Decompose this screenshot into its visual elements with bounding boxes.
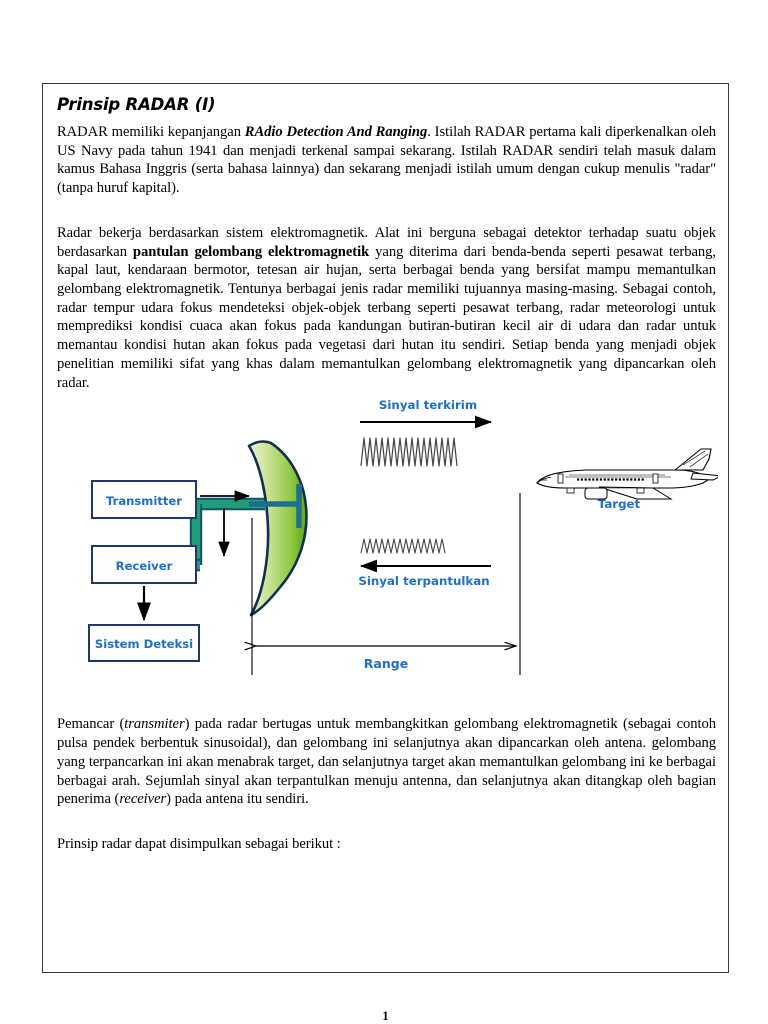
target-label: Target xyxy=(597,497,641,512)
spacer-after-para3 xyxy=(53,809,718,835)
transmitted-waveform xyxy=(361,438,457,466)
reflected-waveform xyxy=(361,539,445,553)
range-label: Range xyxy=(363,656,409,672)
target-airplane-icon xyxy=(537,449,718,499)
sistem-deteksi-box[interactable] xyxy=(89,625,199,661)
sistem-deteksi-label: Sistem Deteksi xyxy=(94,637,194,652)
receiver-box[interactable] xyxy=(92,546,196,583)
reflected-signal-group xyxy=(358,539,491,588)
para1-segment-1: RADAR memiliki kepanjangan xyxy=(57,124,245,140)
para3-segment-5: ) pada antena itu sendiri. xyxy=(166,791,309,808)
para3-transmiter-italic: transmiter xyxy=(124,716,185,733)
para3-receiver-italic: receiver xyxy=(119,791,167,808)
transmitter-label: Transmitter xyxy=(105,494,183,509)
paragraph-conclusion-intro: Prinsip radar dapat disimpulkan sebagai berikut : xyxy=(57,835,341,852)
para1-segment-3: . Istilah RADAR pertama kali diperkenalkan oleh US Navy pada tahun 1941 dan menjadi terkenal sampai sekarang. Istilah RADAR sendiri telah masuk dalam kamus Bahasa Inggris (serta bahasa lainnya) dan sekarang menjadi istilah umum dengan cukup menulis "radar" (tanpa huruf kapital). xyxy=(57,124,717,197)
receiver-label: Receiver xyxy=(115,559,173,574)
sinyal-terpantulkan-label: Sinyal terpantulkan xyxy=(358,574,490,589)
paragraph-definition xyxy=(57,123,716,198)
radar-principle-diagram xyxy=(53,398,718,700)
page-number: 1 xyxy=(382,1009,389,1023)
para3-segment-3: ) pada radar bertugas untuk membangkitkan gelombang elektromagnetik (sebagai contoh pulsa pendek berbentuk sinusoidal), dan gelombang ini selanjutnya akan dipancarkan oleh antena. gelombang yang terpancarkan ini akan menabrak target, dan selanjutnya target akan memantulkan gelombang ini ke berbagai berbagai arah. Sejumlah sinyal akan terpantulkan menuju antenna, dan selanjutnya akan ditangkap oleh bagian penerima ( xyxy=(57,716,716,808)
para2-segment-1: Radar bekerja berdasarkan sistem elektromagnetik. Alat ini berguna sebagai detektor terhadap suatu objek berdasarkan xyxy=(57,224,716,260)
para2-bold-phrase: pantulan gelombang elektromagnetik xyxy=(132,243,370,260)
parabolic-antenna-dish xyxy=(249,442,306,615)
transmitter-box[interactable] xyxy=(92,481,196,518)
sinyal-terkirim-label: Sinyal terkirim xyxy=(378,398,478,413)
spacer-after-para1 xyxy=(53,198,718,224)
para3-segment-1: Pemancar ( xyxy=(57,716,125,733)
para2-segment-3: yang diterima dari benda-benda seperti pesawat terbang, kapal laut, kendaraan bermotor, tetesan air hujan, serta berbagai benda yang bersifat mampu memantulkan gelombang elektromagnetik. Tentunya berbagai jenis radar memiliki tujuannya masing-masing. Sebagai contoh, radar tempur udara fokus mendeteksi objek-objek terbang seperti pesawat terbang, radar meteorologi untuk memprediksi kondisi cuaca akan fokus pada kandungan butiran-butiran kecil air di udara dan radar untuk memantau kondisi hutan akan fokus pada vegetasi dari hutan itu sendiri. Setiap benda yang menjadi objek penelitian memiliki sifat yang khas dalam memantulkan gelombang elektromagnetik yang dipancarkan oleh radar. xyxy=(57,243,716,391)
paragraph-transmitter-explanation xyxy=(57,715,716,809)
para1-acronym-expansion: RAdio Detection And Ranging xyxy=(244,124,428,140)
spacer-after-diagram xyxy=(53,700,718,715)
document-content-frame xyxy=(42,83,729,1023)
transmitted-signal-group xyxy=(360,398,491,466)
paragraph-working-principle xyxy=(57,224,716,392)
page-title: Prinsip RADAR (I) xyxy=(57,95,216,114)
